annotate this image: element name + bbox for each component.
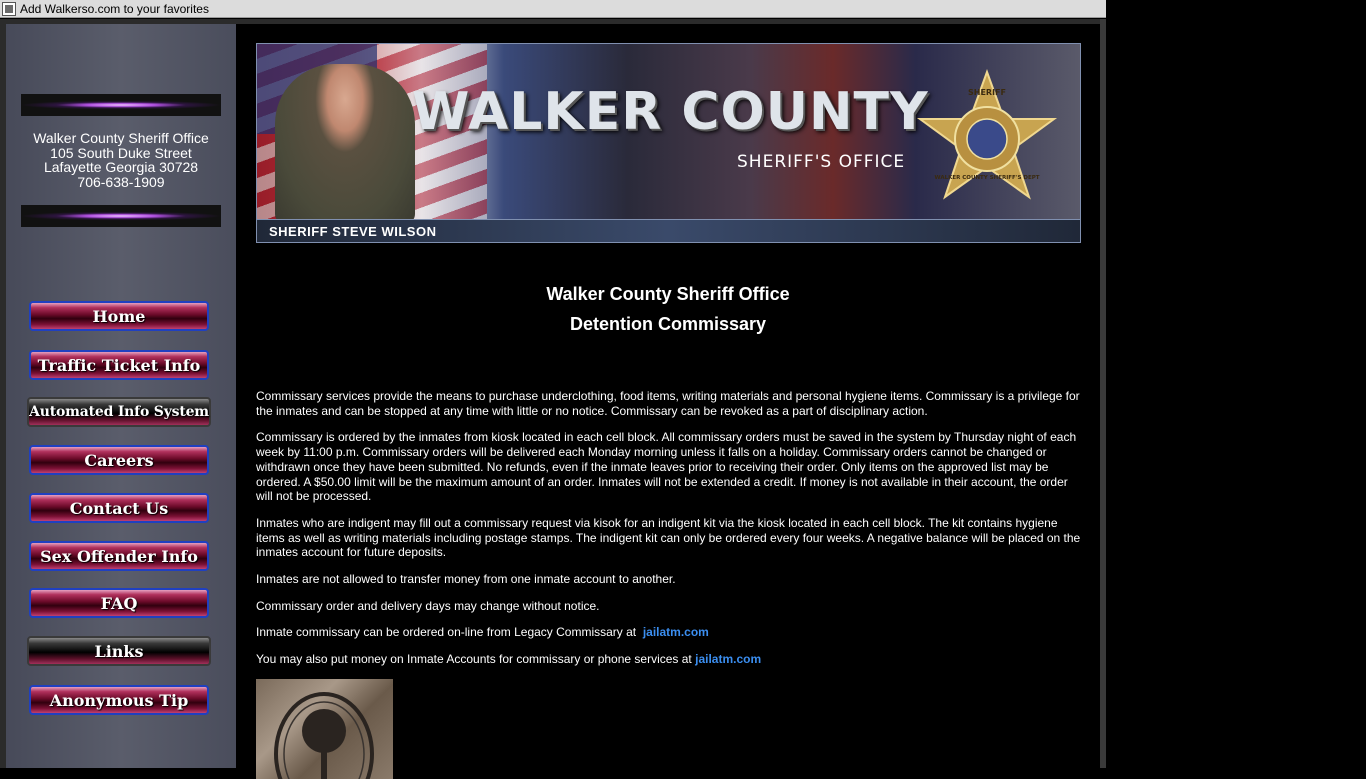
main-content <box>236 24 1100 768</box>
paragraph-transfer: Inmates are not allowed to transfer money from one inmate account to another. <box>256 572 676 587</box>
sheriff-portrait <box>275 64 415 224</box>
add-favorites-link[interactable]: Add Walkerso.com to your favorites <box>20 1 209 16</box>
nav-sex-offender-button[interactable]: Sex Offender Info <box>29 541 209 571</box>
inmate-accounts-link[interactable]: jailatm.com <box>695 652 762 667</box>
legacy-commissary-link[interactable]: jailatm.com <box>642 625 709 640</box>
nav-home-button[interactable]: Home <box>29 301 209 331</box>
badge-top-text: SHERIFF <box>968 87 1006 97</box>
glow-divider-bottom <box>21 205 221 227</box>
paragraph-indigent: Inmates who are indigent may fill out a commissary request via kisok for an indigent kit via the kiosk located in each cell block. The kit contains hygiene items as well as writing materials including postage stamps. The indigent kit can only be ordered every four weeks. A negative balance will be placed on the inmates account for future deposits. <box>256 515 1081 560</box>
nav-faq-button[interactable]: FAQ <box>29 588 209 618</box>
nav-contact-us-button[interactable]: Contact Us <box>29 493 209 523</box>
address-name: Walker County Sheriff Office <box>33 130 209 146</box>
tree-seal-image <box>256 679 393 779</box>
address-phone: 706-638-1909 <box>77 173 165 190</box>
page-subtitle: Detention Commissary <box>569 314 767 334</box>
paragraph-accounts <box>256 652 1082 667</box>
banner-subtitle: SHERIFF'S OFFICE <box>737 152 906 172</box>
nav-traffic-ticket-button[interactable]: Traffic Ticket Info <box>29 350 209 380</box>
banner-caption: SHERIFF STEVE WILSON <box>269 224 437 239</box>
paragraph-ordering: Commissary is ordered by the inmates from kiosk located in each cell block. All commissary orders must be saved in the system by Thursday night of each week by 11:00 p.m. Commissary orders will be delivered each Monday morning unless it falls on a holiday. Commissary orders cannot be changed or withdrawn once they have been submitted. No refunds, even if the inmate leaves prior to receiving their order. Only items on the approved list may be ordered. A $50.00 limit will be the maximum amount of an order. Inmates will not be extended a credit. If money is not available in their account, the order will not be processed. <box>256 430 1077 504</box>
commissary-content <box>256 389 1082 679</box>
paragraph-schedule: Commissary order and delivery days may change without notice. <box>256 598 600 613</box>
address-city: Lafayette Georgia 30728 <box>43 159 199 175</box>
badge-bottom-text: WALKER COUNTY SHERIFF'S DEPT <box>934 174 1040 181</box>
sheriff-banner <box>256 43 1081 243</box>
sidebar <box>6 24 236 768</box>
favorites-bar <box>0 0 1106 18</box>
address-street: 105 South Duke Street <box>50 144 192 161</box>
paragraph-legacy <box>256 625 1082 640</box>
paragraph-services: Commissary services provide the means to purchase underclothing, food items, writing materials and personal hygiene items. Commissary is a privilege for the inmates and can be stopped at any time with little or no notice. Commissary can be revoked as a part of disciplinary action. <box>256 389 1080 418</box>
legacy-text: Inmate commissary can be ordered on-line from Legacy Commissary at <box>256 625 637 640</box>
frame-right-edge <box>1100 19 1106 768</box>
banner-title: WALKER COUNTY <box>412 82 929 142</box>
nav-links-button[interactable]: Links <box>27 636 211 666</box>
page-title: Walker County Sheriff Office <box>546 284 790 304</box>
nav-automated-info-button[interactable]: Automated Info System <box>27 397 211 427</box>
nav-anonymous-tip-button[interactable]: Anonymous Tip <box>29 685 209 715</box>
sheriff-badge-icon <box>907 64 1067 219</box>
favorites-icon[interactable] <box>2 2 16 16</box>
nav-careers-button[interactable]: Careers <box>29 445 209 475</box>
accounts-text: You may also put money on Inmate Accounts for commissary or phone services at <box>256 652 692 667</box>
glow-divider-top <box>21 94 221 116</box>
sheriff-address <box>6 131 236 189</box>
